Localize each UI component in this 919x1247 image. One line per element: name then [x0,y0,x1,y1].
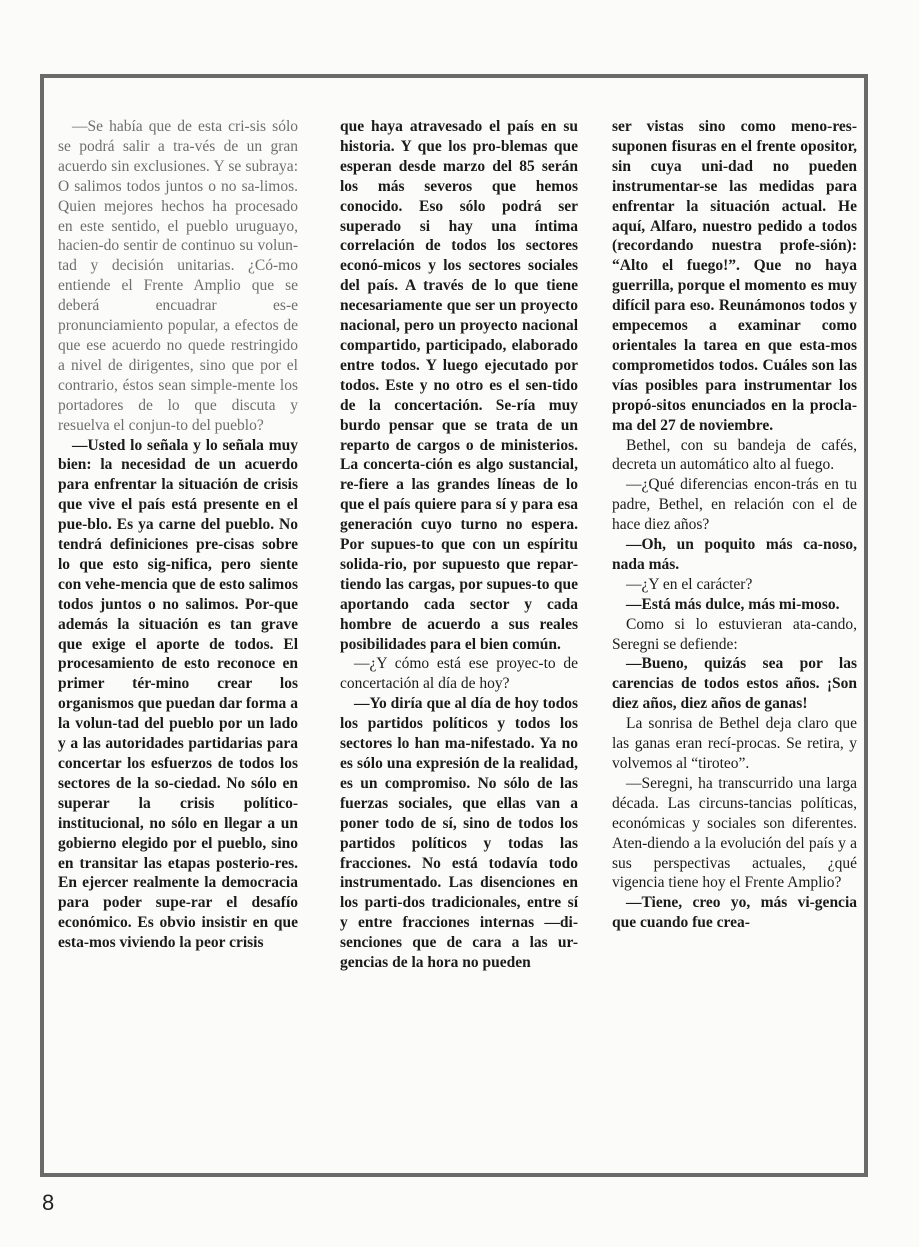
paragraph: —Usted lo señala y lo señala muy bien: la necesidad de un acuerdo para enfrentar la situación de crisis que vive el país está presente en el pue-blo. Es ya carne del pueblo. No tendrá definiciones pre-cisas sobre lo que esto sig-nifica, pero siente con vehe-mencia que de esto salimos todos juntos o no salimos. Por-que además la situación es tan grave que exige el aporte de todos. El procesamiento de esto reconoce en primer tér-mino crear los organismos que puedan dar forma a la volun-tad del pueblo por un lado y a las autoridades partidarias para concertar los esfuerzos de todos los sectores de la so-ciedad. No sólo en superar la crisis político-institucional, no sólo en llegar a un gobierno elegido por el pueblo, sino en transitar las etapas posterio-res. En ejercer realmente la democracia para poder supe-rar el desafío económico. Es obvio insistir en que esta-mos viviendo la peor crisis [58,436,298,952]
paragraph: —Bueno, quizás sea por las carencias de todos estos años. ¡Son diez años, diez años de ganas! [612,655,857,713]
paragraph: Como si lo estuvieran ata-cando, Seregni se defiende: [612,615,857,653]
paragraph: —¿Y en el carácter? [626,575,753,593]
text-column-1 [58,117,298,953]
paragraph: —Oh, un poquito más ca-noso, nada más. [612,536,857,573]
paragraph: Bethel, con su bandeja de cafés, decreta un automático alto al fuego. [612,436,857,474]
paragraph: La sonrisa de Bethel deja claro que las ganas eran recí-procas. Se retira, y volvemos al “tiroteo”. [612,715,857,772]
text-column-2 [340,117,578,973]
paragraph: —¿Qué diferencias encon-trás en tu padre, Bethel, en relación con el de hace diez años? [612,476,857,534]
page-number: 8 [42,1190,55,1215]
paragraph: —Seregni, ha transcurrido una larga década. Las circuns-tancias políticas, económicas y sociales son diferentes. Aten-diendo a la evolución del país y a sus perspectivas actuales, ¿qué vigencia tiene hoy el Frente Amplio? [612,774,857,892]
paragraph: —Se había que de esta cri-sis sólo se podrá salir a tra-vés de un gran acuerdo sin exclusiones. Y se subraya: O salimos todos juntos o no sa-limos. Quien mejores hechos ha procesado en este sentido, el pueblo uruguayo, hacien-do sentir de continuo su volun-tad y decisión unitarias. ¿Có-mo entiende el Frente Amplio que se deberá encuadrar es-e pronunciamiento popular, a efectos de que ese acuerdo no quede restringido a nivel de dirigentes, sino que por el contrario, éstos sean simple-mente los portadores de lo que discuta y resuelva el conjun-to del pueblo? [58,118,298,434]
paragraph: —Tiene, creo yo, más vi-gencia que cuando fue crea- [612,894,857,932]
paragraph: ser vistas sino como meno-res- suponen fisuras en el frente opositor, sin cuya uni-dad no pueden instrumentar-se las medidas para enfrentar la situación actual. He aquí, Alfaro, nuestro pedido a todos (recordando nuestra profe-sión): “Alto el fuego!”. Que no haya guerrilla, porque el momento es muy difícil para eso. Reunámonos todos y empecemos a examinar como orientales la tarea en que esta-mos comprometidos todos. Cuáles son las vías posibles para instrumentar los propó-sitos enunciados en la procla-ma del 27 de noviembre. [612,118,857,434]
text-column-3 [612,117,857,933]
paragraph: —Yo diría que al día de hoy todos los partidos políticos y todos los sectores lo han ma-nifestado. Ya no es sólo una expresión de la realidad, es un compromiso. No sólo de las fuerzas sociales, que ellas van a poner todo de sí, sino de todos los partidos políticos y todas las fracciones. No está todavía todo instrumentado. Las disenciones en los parti-dos tradicionales, entre sí y entre fracciones internas —di-senciones que de cara a las ur-gencias de la hora no pueden [340,695,578,972]
paragraph: —Está más dulce, más mi-moso. [626,595,840,613]
paragraph: —¿Y cómo está ese proyec-to de concertación al día de hoy? [340,655,578,693]
paragraph: que haya atravesado el país en su historia. Y que los pro-blemas que esperan desde marzo del 85 serán los más severos que hemos conocido. Eso sólo podrá ser superado si hay una íntima correlación de todos los sectores econó-micos y los sectores sociales del país. A través de lo que tiene necesariamente que ser un proyecto nacional, pero un proyecto nacional compartido, participado, elaborado entre todos. Y luego ejecutado por todos. Este y no otro es el sen-tido de la concertación. Se-ría muy burdo pensar que se trata de un reparto de cargos o de ministerios. La concerta-ción es algo sustancial, re-fiere a las grandes líneas de lo que el país quiere para sí y para esa generación cuyo turno no espera. Por supues-to que con un espíritu solida-rio, por supuesto que repar-tiendo las cargas, por supues-to que aportando cada sector y cada hombre de acuerdo a sus reales posibilidades para el bien común. [340,118,578,653]
